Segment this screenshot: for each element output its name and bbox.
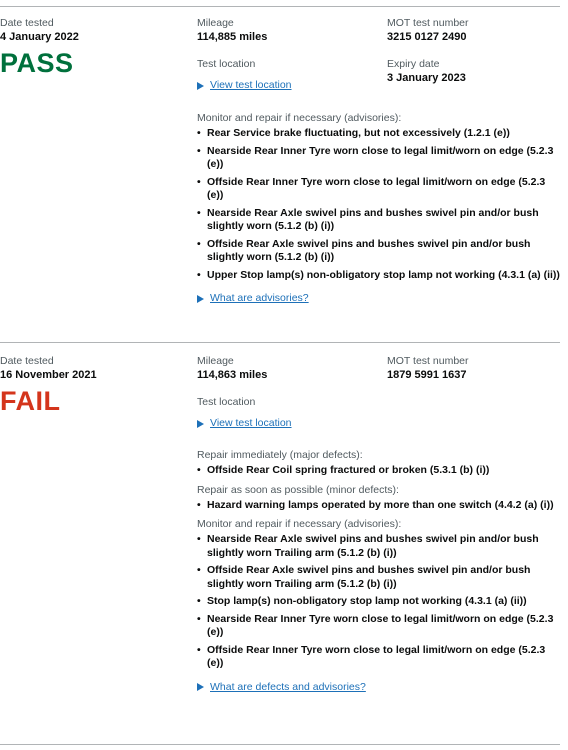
test-location-cell: [197, 396, 292, 430]
what-are-advisories-text[interactable]: What are advisories?: [210, 292, 309, 304]
major-defects-title: Repair immediately (major defects):: [197, 449, 363, 461]
what-are-defects-link[interactable]: [197, 681, 562, 694]
list-item: • Nearside Rear Inner Tyre worn close to legal limit/worn on edge (5.2.3 (e)): [197, 145, 562, 172]
meta-grid: [197, 17, 562, 112]
mileage-cell: [197, 17, 267, 44]
result-badge: PASS: [0, 48, 74, 78]
date-tested-value: 16 November 2021: [0, 369, 97, 381]
triangle-right-icon: [197, 420, 204, 428]
advisories-list: [197, 533, 562, 671]
list-item: • Offside Rear Axle swivel pins and bushes swivel pin and/or bush slightly worn (5.1.2 (b) (i)): [197, 238, 562, 265]
list-item: • Offside Rear Coil spring fractured or broken (5.3.1 (b) (i)): [197, 464, 562, 478]
list-item: • Hazard warning lamps operated by more than one switch (4.4.2 (a) (i)): [197, 499, 562, 513]
test-number-value: 1879 5991 1637: [387, 369, 467, 381]
mileage-label: Mileage: [197, 17, 234, 29]
view-test-location-text[interactable]: View test location: [210, 79, 292, 91]
list-item: • Nearside Rear Axle swivel pins and bushes swivel pin and/or bush slightly worn Trailing arm (5.1.2 (b) (i)): [197, 533, 562, 560]
list-item: • Offside Rear Axle swivel pins and bushes swivel pin and/or bush slightly worn Trailing arm (5.1.2 (b) (i)): [197, 564, 562, 591]
record-summary: [0, 17, 190, 78]
list-item: • Offside Rear Inner Tyre worn close to legal limit/worn on edge (5.2.3 (e)): [197, 176, 562, 203]
mileage-value: 114,885 miles: [197, 31, 268, 43]
list-item: • Nearside Rear Inner Tyre worn close to legal limit/worn on edge (5.2.3 (e)): [197, 613, 562, 640]
triangle-right-icon: [197, 683, 204, 691]
date-tested-value: 4 January 2022: [0, 31, 79, 43]
list-item: • Stop lamp(s) non-obligatory stop lamp not working (4.3.1 (a) (ii)): [197, 595, 562, 609]
divider-top: [0, 6, 560, 7]
view-test-location-link[interactable]: [197, 79, 292, 92]
meta-grid: [197, 355, 562, 449]
record-summary: [0, 355, 190, 416]
date-tested-label: Date tested: [0, 17, 54, 29]
list-item: • Offside Rear Inner Tyre worn close to legal limit/worn on edge (5.2.3 (e)): [197, 644, 562, 671]
triangle-right-icon: [197, 82, 204, 90]
list-item: • Rear Service brake fluctuating, but not excessively (1.2.1 (e)): [197, 127, 562, 141]
view-test-location-link[interactable]: [197, 417, 292, 430]
expiry-label: Expiry date: [387, 58, 440, 70]
minor-defects-list: [197, 499, 562, 513]
divider-bottom: [0, 744, 560, 745]
mileage-cell: [197, 355, 267, 382]
expiry-value: 3 January 2023: [387, 72, 466, 84]
mot-record-fail: [0, 355, 568, 745]
test-number-label: MOT test number: [387, 355, 469, 367]
minor-defects-title: Repair as soon as possible (minor defects):: [197, 483, 399, 496]
test-number-value: 3215 0127 2490: [387, 31, 467, 43]
test-location-label: Test location: [197, 58, 256, 70]
record-details: [197, 17, 562, 305]
test-number-cell: [387, 355, 469, 382]
test-location-label: Test location: [197, 396, 256, 408]
advisories-title: Monitor and repair if necessary (advisories):: [197, 518, 402, 530]
mileage-value: 114,863 miles: [197, 369, 268, 381]
advisories-title: Monitor and repair if necessary (advisories):: [197, 112, 402, 124]
divider-middle: [0, 342, 560, 343]
result-badge: FAIL: [0, 386, 61, 416]
major-defects-list: [197, 464, 562, 478]
test-number-label: MOT test number: [387, 17, 469, 29]
mot-record-pass: [0, 17, 568, 337]
list-item: • Upper Stop lamp(s) non-obligatory stop lamp not working (4.3.1 (a) (ii)): [197, 269, 562, 283]
advisories-list: [197, 127, 562, 282]
date-tested-label: Date tested: [0, 355, 54, 367]
list-item: • Nearside Rear Axle swivel pins and bushes swivel pin and/or bush slightly worn (5.1.2 (b) (i)): [197, 207, 562, 234]
triangle-right-icon: [197, 295, 204, 303]
what-are-advisories-link[interactable]: [197, 292, 562, 305]
record-details: [197, 355, 562, 694]
expiry-cell: [387, 58, 466, 85]
mileage-label: Mileage: [197, 355, 234, 367]
test-number-cell: [387, 17, 469, 44]
view-test-location-text[interactable]: View test location: [210, 417, 292, 429]
what-are-defects-text[interactable]: What are defects and advisories?: [210, 680, 366, 693]
test-location-cell: [197, 58, 292, 92]
